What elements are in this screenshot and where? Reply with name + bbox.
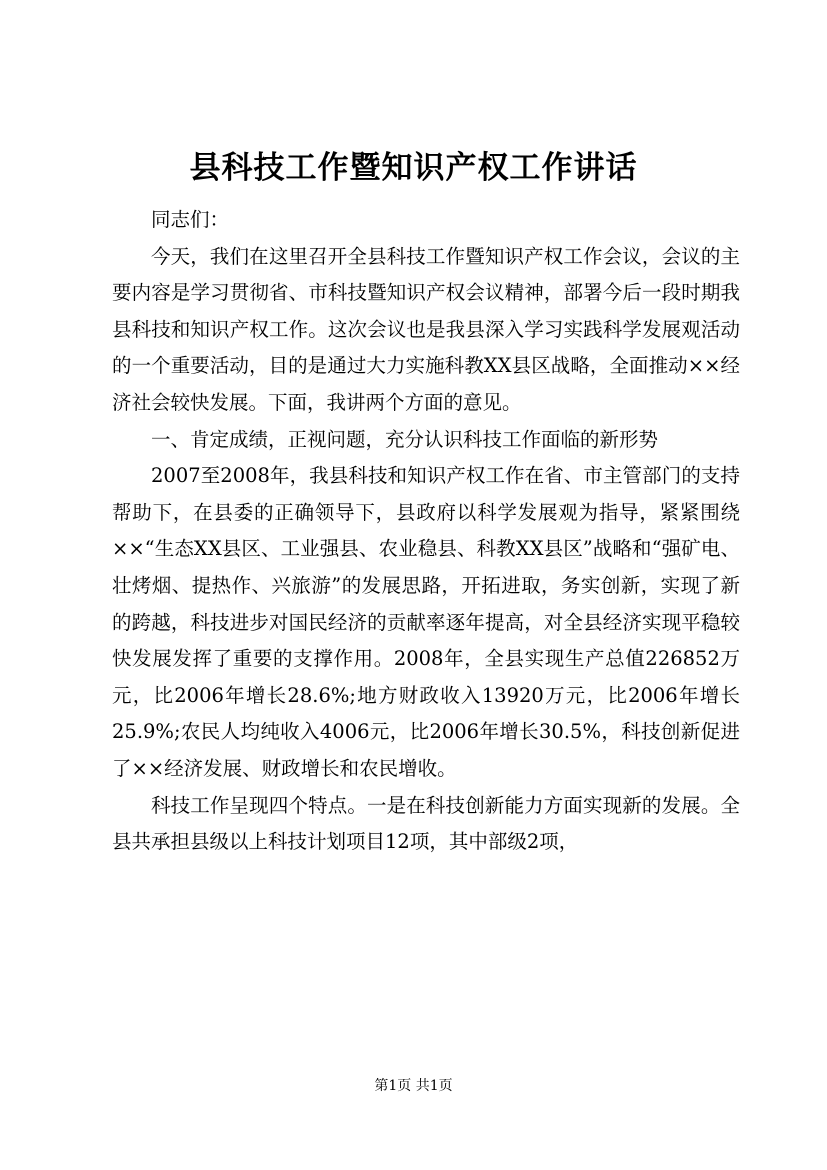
document-title: 县科技工作暨知识产权工作讲话 <box>189 150 638 186</box>
page-footer: 第1页 共1页 <box>374 1078 453 1094</box>
intro-paragraph: 今天，我们在这里召开全县科技工作暨知识产权工作会议，会议的主要内容是学习贯彻省、市科技暨知识产权会议精神，部署今后一段时期我县科技和知识产权工作。这次会议也是我县深入学习实践科学发展观活动的一个重要活动，目的是通过大力实施科教XX县区战略，全面推动××经济社会较快发展。下面，我讲两个方面的意见。 <box>112 244 740 414</box>
achievements-paragraph: 2007至2008年，我县科技和知识产权工作在省、市主管部门的支持帮助下，在县委的正确领导下，县政府以科学发展观为指导，紧紧围绕××“生态XX县区、工业强县、农业稳县、科教XX县区”战略和“强矿电、壮烤烟、提热作、兴旅游”的发展思路，开拓进取，务实创新，实现了新的跨越，科技进步对国民经济的贡献率逐年提高，对全县经济实现平稳较快发展发挥了重要的支撑作用。2008年，全县实现生产总值226852万元，比2006年增长28.6%;地方财政收入13920万元，比2006年增长25.9%;农民人均纯收入4006元，比2006年增长30.5%，科技创新促进了××经济发展、财政增长和农民增收。 <box>112 464 740 780</box>
document-body <box>112 202 740 861</box>
salutation-paragraph: 同志们： <box>151 208 230 231</box>
section-heading-1: 一、肯定成绩，正视问题，充分认识科技工作面临的新形势 <box>151 427 659 451</box>
features-paragraph: 科技工作呈现四个特点。一是在科技创新能力方面实现新的发展。全县共承担县级以上科技计划项目12项，其中部级2项， <box>112 793 740 854</box>
